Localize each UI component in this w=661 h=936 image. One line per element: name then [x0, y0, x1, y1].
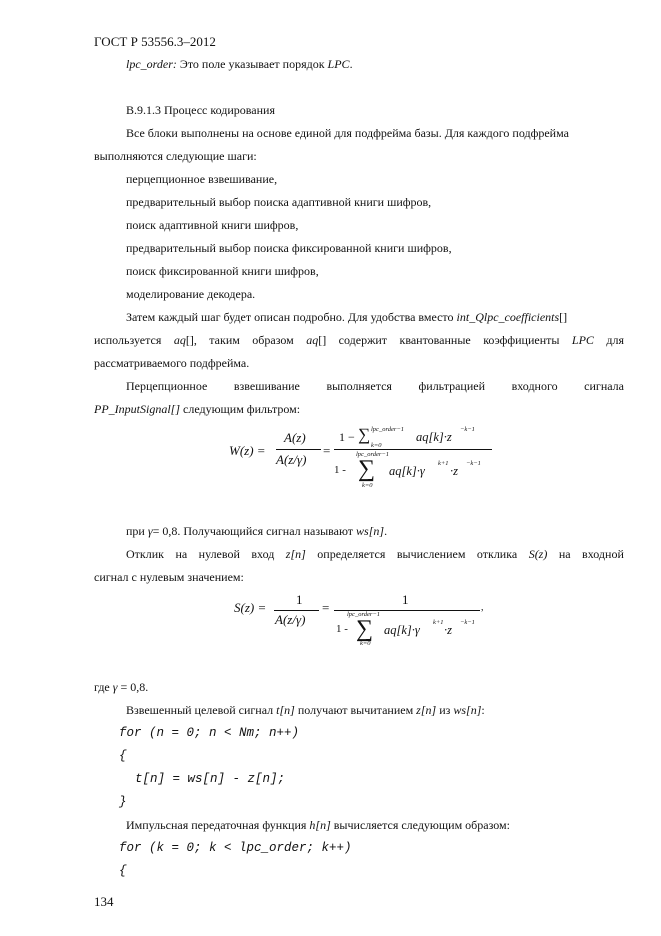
word: образом [252, 333, 294, 347]
list-item: предварительный выбор поиска фиксированной книги шифров, [126, 241, 452, 255]
denominator-z: ·z [444, 623, 452, 637]
term: h[n] [309, 818, 331, 832]
numerator-one: 1 [402, 592, 409, 607]
list-item: перцепционное взвешивание, [126, 172, 278, 186]
text-line [126, 524, 387, 538]
formula-lhs: W(z) = [229, 443, 266, 458]
word [306, 333, 326, 347]
text-line: Все блоки выполнены на основе единой для подфрейма базы. Для каждого подфрейма [126, 126, 569, 140]
text-line: сигнал с нулевым значением: [94, 570, 244, 584]
word: сигнала [584, 379, 624, 393]
word: фильтрацией [418, 379, 486, 393]
sum-upper: lpc_order−1 [356, 451, 390, 458]
denominator-exp: −k−1 [466, 460, 481, 467]
term: S(z) [528, 547, 548, 561]
text-line [126, 57, 353, 71]
denominator-one: 1 - [334, 464, 346, 476]
term: int_Qlpc_coefficients [456, 310, 560, 324]
code-line: for (k = 0; k < lpc_order; k++) [119, 841, 352, 855]
term: aq [306, 333, 319, 347]
formula-denominator: A(z/γ) [275, 612, 306, 627]
word: на [558, 547, 571, 561]
equals-sign: = [322, 600, 330, 615]
text: Взвешенный целевой сигнал [126, 703, 277, 717]
sum-lower: k=0 [360, 640, 371, 647]
sum-upper: lpc_order−1 [347, 611, 381, 618]
text: вычисляется следующим образом: [330, 818, 510, 832]
word: квантованные [399, 333, 471, 347]
formula-numerator: 1 [296, 592, 303, 607]
text-line [94, 333, 624, 347]
sum-symbol: ∑ [356, 616, 374, 642]
equals-sign: = [323, 443, 331, 458]
term: LPC [571, 333, 594, 347]
text-line: рассматриваемого подфрейма. [94, 356, 250, 370]
term: ws[n] [356, 524, 385, 538]
symbol: γ [112, 680, 118, 694]
formula-numerator: A(z) [284, 430, 306, 445]
sum-symbol: ∑ [358, 456, 376, 482]
list-item: поиск фиксированной книги шифров, [126, 264, 319, 278]
term: lpc_order: [126, 57, 177, 71]
text: из [436, 703, 454, 717]
text-line: выполняются следующие шаги: [94, 149, 257, 163]
word: коэффициенты [483, 333, 560, 347]
section-heading: B.9.1.3 Процесс кодирования [126, 103, 275, 117]
page-header: ГОСТ Р 53556.3–2012 [94, 34, 216, 49]
text: . [349, 57, 353, 71]
list-item: предварительный выбор поиска адаптивной книги шифров, [126, 195, 432, 209]
word: для [606, 333, 624, 347]
word: [] [318, 333, 327, 347]
word: входного [511, 379, 558, 393]
denominator-exp: −k−1 [460, 619, 475, 626]
word: содержит [338, 333, 388, 347]
word: таким [209, 333, 240, 347]
term: LPC [327, 57, 350, 71]
denominator-body: aq[k]·γ [384, 623, 420, 637]
word: Отклик [126, 547, 164, 561]
fraction-line [276, 449, 321, 450]
sum-symbol: ∑ [358, 425, 371, 444]
formula-w [226, 420, 506, 495]
word: на [175, 547, 188, 561]
code-line: } [119, 795, 127, 809]
word: определяется [317, 547, 386, 561]
text: : [481, 703, 485, 717]
term: aq [173, 333, 186, 347]
text: [] [559, 310, 568, 324]
word: вычислением [396, 547, 466, 561]
denominator-exp: k+1 [438, 460, 449, 467]
text-line [94, 680, 148, 694]
list-item: поиск адаптивной книги шифров, [126, 218, 299, 232]
term: t[n] [276, 703, 295, 717]
denominator-one: 1 - [336, 623, 348, 635]
word: нулевой [198, 547, 240, 561]
numerator-body: aq[k]·z [416, 430, 452, 444]
sum-lower: k=0 [362, 482, 373, 489]
text-line [94, 402, 300, 416]
word: выполняется [326, 379, 392, 393]
word: входной [582, 547, 624, 561]
text: . [384, 524, 388, 538]
fraction-line [334, 449, 492, 450]
code-line: { [119, 864, 127, 878]
text: = 0,8. [117, 680, 149, 694]
code-line: t[n] = ws[n] - z[n]; [135, 772, 286, 786]
formula-denominator: A(z/γ) [276, 452, 307, 467]
code-line: { [119, 749, 127, 763]
text: Затем каждый шаг будет описан подробно. Для удобства вместо [126, 310, 457, 324]
fraction-line [274, 610, 319, 611]
word: [], [185, 333, 197, 347]
text-line [126, 703, 485, 717]
text: получают вычитанием [294, 703, 417, 717]
formula-comma: , [481, 602, 484, 613]
text: следующим фильтром: [180, 402, 301, 416]
text: при [126, 524, 148, 538]
code-line: for (n = 0; n < Nm; n++) [119, 726, 300, 740]
denominator-z: ·z [450, 464, 458, 478]
term: z[n] [416, 703, 437, 717]
term: ws[n] [453, 703, 482, 717]
sum-lower: k=0 [371, 442, 382, 449]
word: вход [251, 547, 275, 561]
text: где [94, 680, 113, 694]
word: отклика [476, 547, 518, 561]
word: взвешивание [233, 379, 300, 393]
sum-upper: lpc_order−1 [371, 426, 405, 433]
page-number: 134 [94, 894, 114, 909]
text-line [126, 379, 624, 393]
symbol: γ [147, 524, 153, 538]
denominator-exp: k+1 [433, 619, 444, 626]
formula-lhs: S(z) = [234, 600, 267, 615]
text-line [126, 547, 624, 561]
text: = 0,8. Получающийся сигнал называют [152, 524, 357, 538]
numerator-exp: −k−1 [460, 426, 475, 433]
list-item: моделирование декодера. [126, 287, 256, 301]
word: используется [94, 333, 162, 347]
numerator-one: 1 − [339, 430, 355, 444]
word: Перцепционное [126, 379, 208, 393]
denominator-body: aq[k]·γ [389, 464, 425, 478]
text: Это поле указывает порядок [176, 57, 328, 71]
term: z[n] [285, 547, 306, 561]
formula-s [232, 590, 492, 660]
word [174, 333, 197, 347]
text: Импульсная передаточная функция [126, 818, 310, 832]
text-line [126, 818, 510, 832]
term: PP_InputSignal[] [94, 402, 180, 416]
text-line [126, 310, 567, 324]
